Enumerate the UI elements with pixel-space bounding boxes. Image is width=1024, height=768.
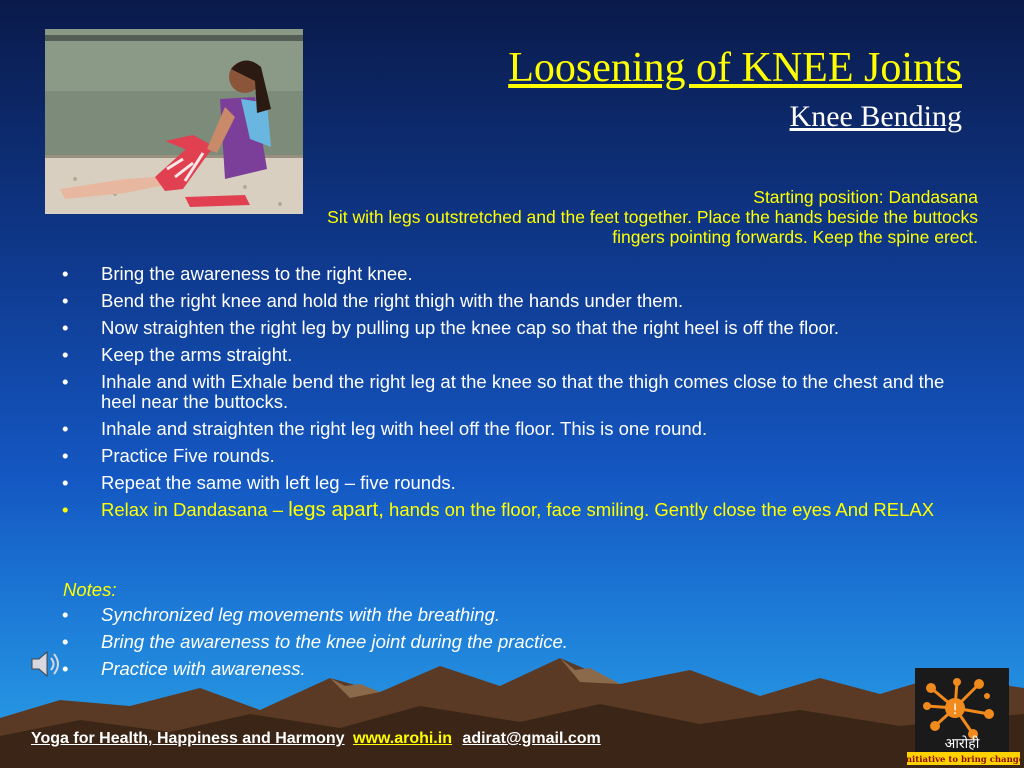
slide-subtitle: Knee Bending <box>789 100 962 133</box>
bullet-icon: • <box>62 631 69 652</box>
list-item <box>60 372 960 412</box>
arohi-logo <box>907 666 1020 766</box>
starting-position-block <box>118 187 978 247</box>
list-item <box>60 446 960 466</box>
footer-tagline: Yoga for Health, Happiness and Harmony <box>31 730 345 747</box>
step-text: Inhale and straighten the right leg with heel off the floor. This is one round. <box>101 418 708 439</box>
step-text: Keep the arms straight. <box>101 344 293 365</box>
website-link[interactable]: www.arohi.in <box>353 730 452 747</box>
bullet-icon: • <box>62 604 69 625</box>
bullet-icon: • <box>62 344 69 365</box>
note-text: Synchronized leg movements with the breathing. <box>101 604 500 625</box>
list-item <box>60 419 960 439</box>
bullet-icon: • <box>62 263 69 284</box>
bullet-icon: • <box>62 371 69 392</box>
logo-mark: ! <box>952 702 958 718</box>
logo-tagline: Initiative to bring change <box>907 755 1020 765</box>
step-text: Repeat the same with left leg – five rounds. <box>101 472 456 493</box>
bullet-icon: • <box>62 418 69 439</box>
step-text: Bend the right knee and hold the right thigh with the hands under them. <box>101 290 684 311</box>
notes-list <box>60 605 960 686</box>
list-item <box>60 659 960 679</box>
email-text: adirat@gmail.com <box>462 730 601 747</box>
list-item <box>60 605 960 625</box>
relax-text-part3: hands on the floor, face smiling. Gently close the eyes And RELAX <box>383 499 935 520</box>
note-text: Practice with awareness. <box>101 658 306 679</box>
instruction-line-1: Sit with legs outstretched and the feet together. Place the hands beside the buttocks <box>327 207 978 227</box>
bullet-icon: • <box>62 290 69 311</box>
slide-title: Loosening of KNEE Joints <box>508 45 962 91</box>
bullet-icon: • <box>62 445 69 466</box>
bullet-icon: • <box>62 658 69 679</box>
list-item <box>60 632 960 652</box>
list-item <box>60 291 960 311</box>
steps-list <box>60 264 960 527</box>
speaker-icon[interactable] <box>27 646 63 682</box>
bullet-icon: • <box>62 472 69 493</box>
footer <box>31 730 601 748</box>
notes-heading: Notes: <box>63 579 117 600</box>
starting-position-text: Starting position: Dandasana <box>753 187 978 207</box>
list-item <box>60 345 960 365</box>
step-text: Inhale and with Exhale bend the right leg at the knee so that the thigh comes close to the chest and the heel near the buttocks. <box>101 371 945 412</box>
list-item <box>60 473 960 493</box>
bullet-icon: • <box>62 499 69 520</box>
relax-text-part1: Relax in Dandasana – <box>101 499 289 520</box>
logo-script: आरोही <box>944 736 980 752</box>
step-text: Practice Five rounds. <box>101 445 275 466</box>
note-text: Bring the awareness to the knee joint during the practice. <box>101 631 568 652</box>
instruction-line-2: fingers pointing forwards. Keep the spine erect. <box>612 227 978 247</box>
list-item <box>60 318 960 338</box>
list-item <box>60 264 960 284</box>
step-text: Bring the awareness to the right knee. <box>101 263 413 284</box>
relax-text-part2: legs apart, <box>288 498 384 521</box>
relax-step <box>60 500 960 520</box>
step-text: Now straighten the right leg by pulling up the knee cap so that the right heel is off the floor. <box>101 317 840 338</box>
bullet-icon: • <box>62 317 69 338</box>
